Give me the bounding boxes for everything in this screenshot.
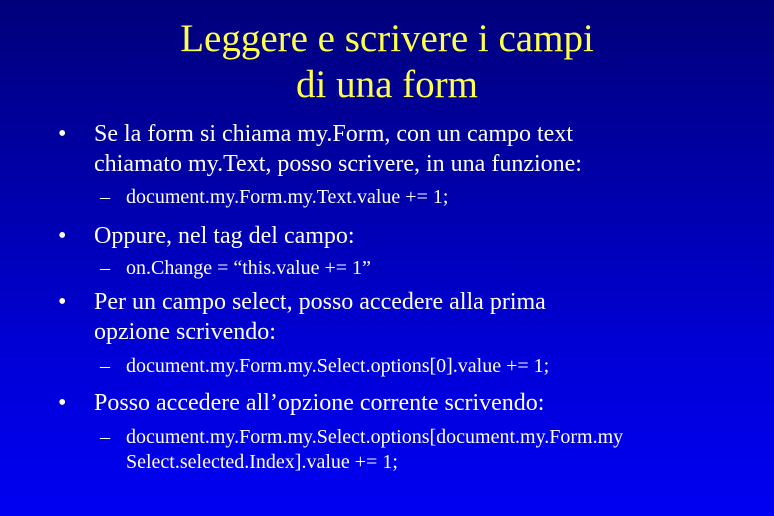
sub-text-line-2: Select.selected.Index].value += 1; [126,451,398,473]
bullet-text-line-1: Per un campo select, posso accedere alla prima [94,289,546,315]
sub-text [126,256,726,281]
bullet-text [94,221,754,251]
bullet-marker: • [58,121,67,147]
slide-title-line-1: Leggere e scrivere i campi [180,17,594,60]
sub-text [126,185,726,210]
dash-marker: – [100,257,110,279]
sub-text [126,425,726,475]
bullet-marker: • [58,223,67,249]
dash-marker: – [100,355,110,377]
bullet-text-line-1: Posso accedere all’opzione corrente scrivendo: [94,390,545,416]
bullet-marker: • [58,289,67,315]
bullet-text-line-2: opzione scrivendo: [94,319,276,345]
bullet-text [94,287,754,347]
dash-marker: – [100,186,110,208]
bullet-text [94,388,754,418]
bullet-marker: • [58,390,67,416]
bullet-text-line-1: Se la form si chiama my.Form, con un campo text [94,121,574,147]
sub-text-line-1: on.Change = “this.value += 1” [126,257,371,279]
dash-marker: – [100,426,110,448]
bullet-text [94,119,754,179]
sub-text-line-1: document.my.Form.my.Select.options[document.my.Form.my [126,426,624,448]
sub-text [126,354,726,379]
bullet-text-line-1: Oppure, nel tag del campo: [94,223,355,249]
slide-title-line-2: di una form [296,63,478,106]
sub-text-line-1: document.my.Form.my.Text.value += 1; [126,186,449,208]
bullet-text-line-2: chiamato my.Text, posso scrivere, in una funzione: [94,151,582,177]
sub-text-line-1: document.my.Form.my.Select.options[0].value += 1; [126,355,550,377]
